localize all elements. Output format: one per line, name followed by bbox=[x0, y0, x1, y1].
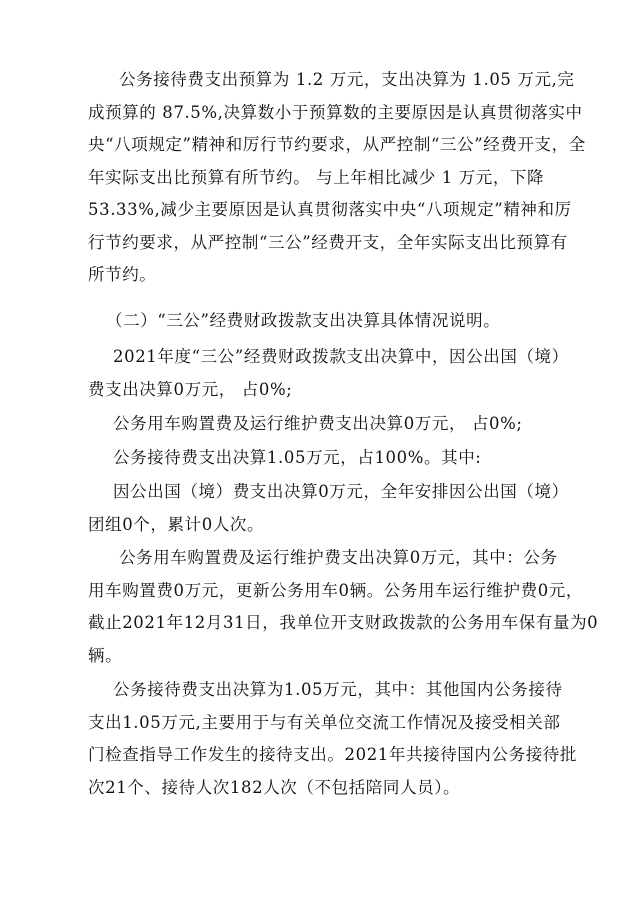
text-line: 公务接待费支出决算为1.05万元，其中：其他国内公务接待 bbox=[113, 680, 563, 699]
text-line: 次21个、接待人次182人次（不包括陪同人员）。 bbox=[88, 777, 461, 797]
text-line: 门检查指导工作发生的接待支出。2021年共接待国内公务接待批 bbox=[88, 745, 577, 764]
paragraph-overseas bbox=[88, 476, 569, 541]
text-line: 央“八项规定”精神和厉行节约要求，从严控制“三公”经费开支，全 bbox=[88, 135, 586, 154]
paragraph-overview bbox=[88, 341, 569, 406]
text-line: 成预算的 87.5%,决算数小于预算数的主要原因是认真贯彻落实中 bbox=[88, 102, 583, 122]
text-line: 行节约要求，从严控制“三公”经费开支，全年实际支出比预算有 bbox=[88, 232, 568, 252]
text-line: 团组0个，累计0人次。 bbox=[88, 514, 265, 534]
paragraph-vehicle-detail bbox=[88, 542, 599, 672]
text-line: 用车购置费0万元，更新公务用车0辆。公务用车运行维护费0元， bbox=[88, 580, 583, 600]
paragraph-hospitality-budget bbox=[88, 64, 586, 292]
paragraph-hospitality-total bbox=[88, 442, 558, 475]
text-line: 公务接待费支出预算为 1.2 万元，支出决算为 1.05 万元,完 bbox=[119, 70, 575, 89]
text-line: 53.33%,减少主要原因是认真贯彻落实中央“八项规定”精神和厉 bbox=[88, 200, 572, 219]
text-line: 公务用车购置费及运行维护费支出决算0万元， 占0%; bbox=[113, 414, 523, 433]
section-heading bbox=[88, 305, 558, 338]
paragraph-hospitality-detail bbox=[88, 674, 577, 804]
text-line: 所节约。 bbox=[88, 265, 157, 284]
text-line: 截止2021年12月31日，我单位开支财政拨款的公务用车保有量为0 bbox=[88, 613, 599, 632]
text-line: （二）“三公”经费财政拨款支出决算具体情况说明。 bbox=[106, 311, 501, 330]
text-line: 公务接待费支出决算1.05万元，占100%。其中: bbox=[113, 448, 482, 467]
text-line: 年实际支出比预算有所节约。 与上年相比减少 1 万元，下降 bbox=[88, 167, 545, 187]
text-line: 费支出决算0万元， 占0%; bbox=[88, 379, 293, 399]
paragraph-vehicle-total bbox=[88, 408, 558, 441]
text-line: 辆。 bbox=[88, 645, 123, 665]
text-line: 2021年度“三公”经费财政拨款支出决算中，因公出国（境） bbox=[113, 347, 569, 366]
text-line: 因公出国（境）费支出决算0万元，全年安排因公出国（境） bbox=[113, 482, 569, 501]
text-line: 支出1.05万元,主要用于与有关单位交流工作情况及接受相关部 bbox=[88, 712, 561, 732]
text-line: 公务用车购置费及运行维护费支出决算0万元，其中：公务 bbox=[119, 548, 558, 567]
